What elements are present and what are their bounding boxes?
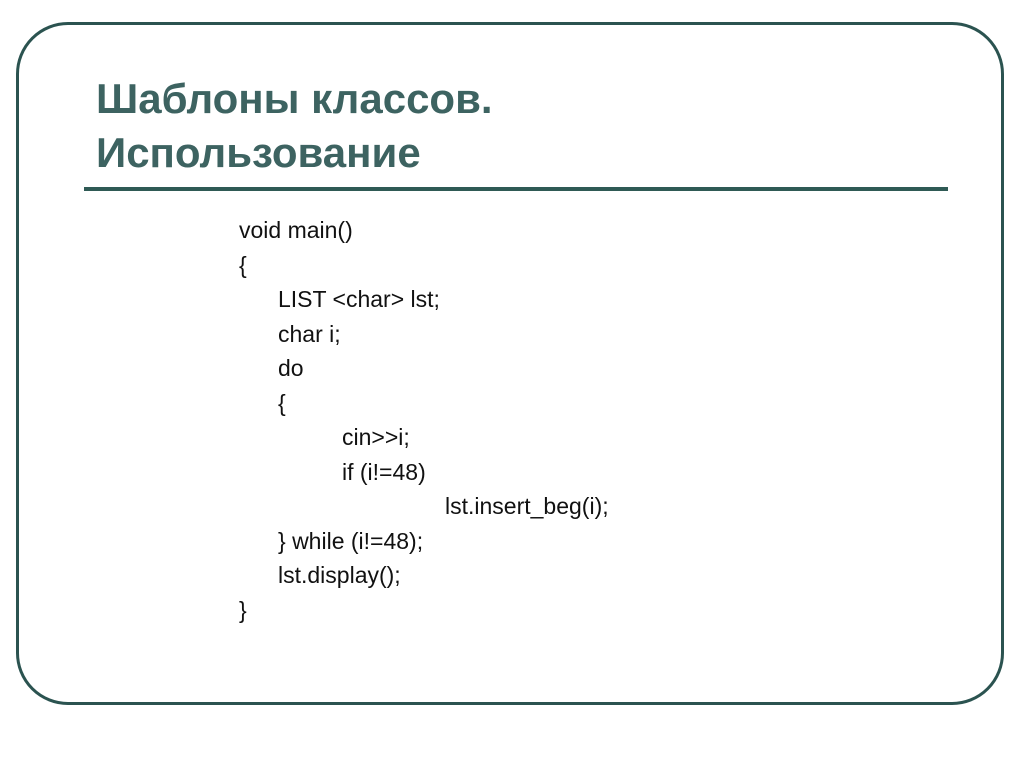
code-line: do: [278, 355, 304, 381]
slide-title-line-1: Шаблоны классов.: [96, 75, 493, 122]
code-line: } while (i!=48);: [278, 527, 424, 554]
slide-title-line-2: Использование: [96, 129, 421, 176]
code-line: cin>>i;: [342, 424, 410, 450]
code-line: void main(): [239, 217, 353, 243]
code-line: }: [239, 596, 247, 623]
code-block: [239, 213, 609, 627]
code-line: char i;: [278, 320, 341, 347]
code-line: {: [239, 251, 247, 278]
code-line: lst.display();: [278, 562, 401, 588]
slide-title: [96, 72, 493, 180]
code-line: if (i!=48): [342, 458, 426, 485]
code-line: {: [278, 389, 286, 416]
code-line: lst.insert_beg(i);: [445, 493, 609, 519]
title-divider: [84, 187, 948, 191]
code-line: LIST <char> lst;: [278, 286, 440, 312]
